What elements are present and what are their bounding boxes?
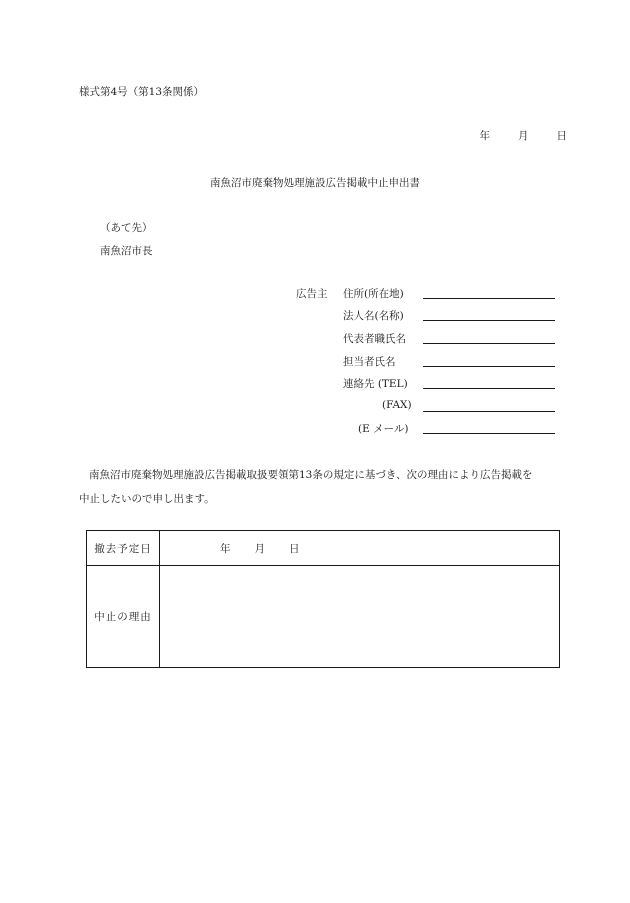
corp-name-label: 法人名(名称) (343, 310, 404, 322)
addressee-label: （あて先） (100, 222, 153, 234)
contact-name-label: 担当者氏名 (343, 356, 396, 368)
advertiser-fax-row (0, 399, 630, 419)
fax-field[interactable] (423, 411, 555, 412)
email-label: (E メール) (358, 423, 409, 435)
removal-month-label: 月 (254, 542, 265, 555)
advertiser-tel-row (0, 376, 630, 396)
date-day-label: 日 (556, 130, 567, 142)
fax-label: (FAX) (382, 399, 412, 411)
detail-table (86, 530, 560, 668)
advertiser-email-row (0, 421, 630, 441)
rep-name-label: 代表者職氏名 (343, 333, 406, 345)
date-month-label: 月 (518, 130, 529, 142)
address-label: 住所(所在地) (343, 288, 404, 300)
advertiser-prefix: 広告主 (296, 288, 328, 300)
reason-label: 中止の理由 (87, 566, 160, 668)
body-line-1: 南魚沼市廃棄物処理施設広告掲載取扱要領第13条の規定に基づき、次の理由により広告掲載を (89, 469, 533, 481)
document-title: 南魚沼市廃棄物処理施設広告掲載中止申出書 (210, 177, 420, 189)
advertiser-rep-row (0, 331, 630, 351)
removal-day-label: 日 (289, 542, 300, 555)
removal-date-label: 撤去予定日 (87, 531, 160, 566)
body-line-2: 中止したいので申し出ます。 (79, 493, 215, 505)
removal-date-field[interactable] (160, 531, 560, 566)
removal-date-row (87, 531, 560, 566)
rep-name-field[interactable] (423, 343, 555, 344)
date-year-label: 年 (479, 130, 490, 142)
advertiser-address-row (0, 286, 630, 306)
email-field[interactable] (423, 433, 555, 434)
tel-label: 連絡先 (TEL) (343, 378, 408, 390)
removal-year-label: 年 (220, 542, 231, 555)
reason-row (87, 566, 560, 668)
advertiser-contact-row (0, 354, 630, 374)
submission-date (480, 128, 568, 143)
tel-field[interactable] (423, 388, 555, 389)
reason-field[interactable] (160, 566, 560, 668)
contact-name-field[interactable] (423, 366, 555, 367)
address-field[interactable] (423, 298, 555, 299)
advertiser-corp-row (0, 308, 630, 328)
corp-name-field[interactable] (423, 320, 555, 321)
form-number: 様式第4号（第13条関係） (79, 86, 205, 98)
body-paragraph (79, 463, 571, 511)
addressee-name: 南魚沼市長 (100, 245, 153, 257)
